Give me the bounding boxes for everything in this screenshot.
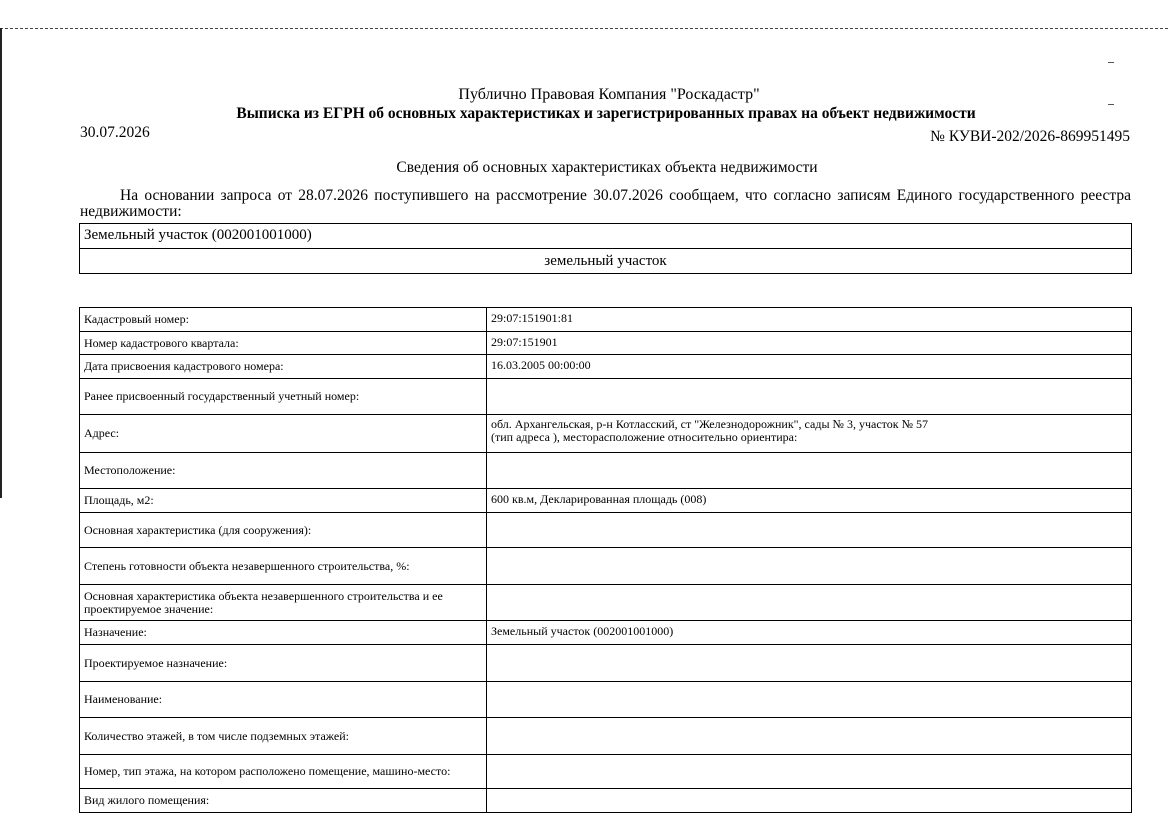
row-value (487, 718, 1132, 755)
row-label: Наименование: (80, 682, 487, 718)
row-value: 600 кв.м, Декларированная площадь (008) (487, 489, 1132, 513)
table-row (80, 585, 1132, 621)
row-label: Кадастровый номер: (80, 308, 487, 332)
row-label: Количество этажей, в том числе подземных этажей: (80, 718, 487, 755)
row-value (487, 645, 1132, 682)
row-value (487, 789, 1132, 813)
table-row (80, 415, 1132, 453)
row-label: Номер, тип этажа, на котором расположено помещение, машино-место: (80, 755, 487, 789)
row-value: 29:07:151901 (487, 332, 1132, 355)
row-value (487, 585, 1132, 621)
row-value: обл. Архангельская, р-н Котласский, ст "Железнодорожник", сады № 3, участок № 57 (тип адреса ), месторасположение относительно ориентира: (487, 415, 1132, 453)
scan-speck (1108, 62, 1114, 63)
document-title: Выписка из ЕГРН об основных характеристиках и зарегистрированных правах на объект недвижимости (236, 105, 976, 122)
row-value (487, 682, 1132, 718)
table-row (80, 755, 1132, 789)
row-label: Площадь, м2: (80, 489, 487, 513)
row-value: Земельный участок (002001001000) (487, 621, 1132, 645)
row-value (487, 548, 1132, 585)
row-label: Дата присвоения кадастрового номера: (80, 355, 487, 379)
table-row (80, 355, 1132, 379)
row-value (487, 453, 1132, 489)
row-label: Основная характеристика (для сооружения): (80, 513, 487, 548)
document-date: 30.07.2026 (80, 124, 150, 141)
table-row (80, 789, 1132, 813)
section-title: Сведения об основных характеристиках объекта недвижимости (396, 159, 818, 176)
object-type-box (79, 223, 1132, 274)
table-row (80, 718, 1132, 755)
object-kind: земельный участок (544, 253, 667, 269)
row-label: Проектируемое назначение: (80, 645, 487, 682)
table-row (80, 489, 1132, 513)
table-row (80, 513, 1132, 548)
row-label: Номер кадастрового квартала: (80, 332, 487, 355)
row-value (487, 755, 1132, 789)
table-row (80, 621, 1132, 645)
scan-border-line (0, 28, 1168, 29)
document-number: № КУВИ-202/2026-869951495 (930, 128, 1130, 145)
table-row (80, 453, 1132, 489)
object-type-code: Земельный участок (002001001000) (80, 224, 1131, 249)
row-label: Адрес: (80, 415, 487, 453)
organization-name: Публично Правовая Компания "Роскадастр" (458, 86, 760, 103)
table-row (80, 308, 1132, 332)
row-value: 16.03.2005 00:00:00 (487, 355, 1132, 379)
row-value (487, 379, 1132, 415)
row-label: Основная характеристика объекта незавершенного строительства и ее проектируемое значение: (80, 585, 487, 621)
table-row (80, 548, 1132, 585)
table-row (80, 682, 1132, 718)
row-value: 29:07:151901:81 (487, 308, 1132, 332)
row-label: Местоположение: (80, 453, 487, 489)
row-label: Вид жилого помещения: (80, 789, 487, 813)
intro-paragraph: На основании запроса от 28.07.2026 поступившего на рассмотрение 30.07.2026 сообщаем, что согласно записям Единого государственного реестра недвижимости: (80, 187, 1131, 220)
characteristics-table (79, 307, 1132, 813)
table-row (80, 332, 1132, 355)
row-value (487, 513, 1132, 548)
row-label: Назначение: (80, 621, 487, 645)
table-row (80, 645, 1132, 682)
row-label: Степень готовности объекта незавершенного строительства, %: (80, 548, 487, 585)
row-label: Ранее присвоенный государственный учетный номер: (80, 379, 487, 415)
table-row (80, 379, 1132, 415)
